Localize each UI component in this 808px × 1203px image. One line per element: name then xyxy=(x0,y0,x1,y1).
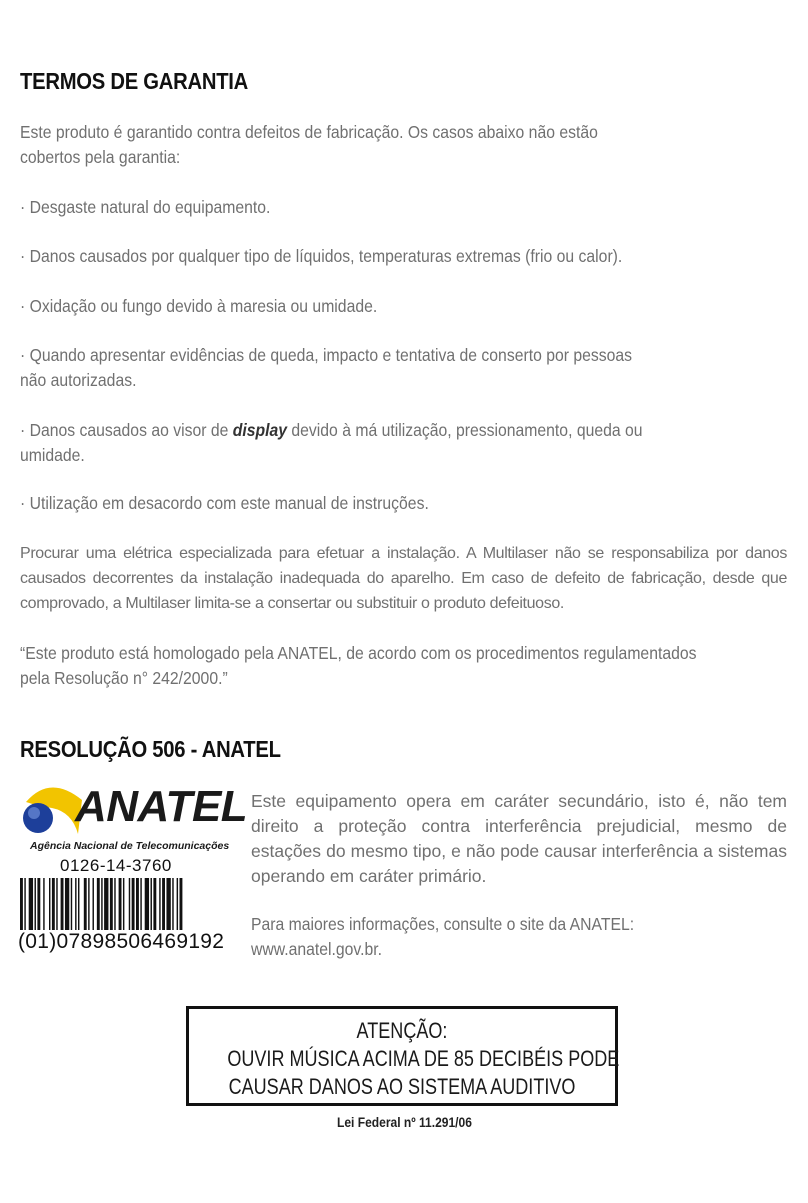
anatel-website: www.anatel.gov.br. xyxy=(251,939,383,959)
barcode-bar xyxy=(35,878,36,930)
barcode xyxy=(20,878,236,930)
barcode-bar xyxy=(61,878,64,930)
item-4-line-2: não autorizadas. xyxy=(20,370,137,390)
barcode-bar xyxy=(180,878,183,930)
anatel-info xyxy=(251,912,755,962)
barcode-bar xyxy=(123,878,124,930)
homologation-line-1: “Este produto está homologado pela ANATEL, de acordo com os procedimentos regulamentados xyxy=(20,643,697,663)
barcode-bar xyxy=(132,878,135,930)
barcode-bar xyxy=(159,878,160,930)
barcode-bar xyxy=(20,878,23,930)
federal-law-reference xyxy=(0,1114,808,1130)
barcode-bar xyxy=(140,878,141,930)
barcode-bar xyxy=(37,878,40,930)
anatel-logo xyxy=(20,782,248,862)
anatel-info-line-1: Para maiores informações, consulte o site da ANATEL: xyxy=(251,914,635,934)
barcode-bar xyxy=(29,878,33,930)
warranty-item-3: · Oxidação ou fungo devido à maresia ou umidade. xyxy=(20,296,378,316)
agency-name: Agência Nacional de Telecomunicações xyxy=(30,840,230,852)
warranty-intro xyxy=(20,120,668,170)
barcode-bar xyxy=(84,878,87,930)
barcode-bar xyxy=(136,878,139,930)
hearing-warning-box xyxy=(186,1006,618,1106)
barcode-bar xyxy=(145,878,149,930)
barcode-bar xyxy=(151,878,152,930)
barcode-bar xyxy=(75,878,76,930)
barcode-bar xyxy=(177,878,178,930)
item-5-line-1 xyxy=(20,418,686,443)
intro-line-2: cobertos pela garantia: xyxy=(20,147,181,167)
barcode-bar xyxy=(104,878,108,930)
warning-line-3: CAUSAR DANOS AO SISTEMA AUDITIVO xyxy=(228,1074,576,1099)
barcode-bar xyxy=(119,878,122,930)
anatel-section-title: RESOLUÇÃO 506 - ANATEL xyxy=(20,736,281,762)
warranty-item-5 xyxy=(20,418,686,468)
barcode-bar xyxy=(49,878,50,930)
warranty-item-1: · Desgaste natural do equipamento. xyxy=(20,197,271,217)
warning-line-2: OUVIR MÚSICA ACIMA DE 85 DECIBÉIS PODE xyxy=(227,1046,620,1071)
warranty-item-2: · Danos causados por qualquer tipo de líquidos, temperaturas extremas (frio ou calor). xyxy=(20,246,623,266)
installation-paragraph: Procurar uma elétrica especializada para efetuar a instalação. A Multilaser não se responsabiliza por danos causados decorrentes da instalação inadequada do aparelho. Em caso de defeito de fabricação, desde que comprovado, a Multilaser limita-se a consertar ou substituir o produto defeituoso. xyxy=(20,545,787,612)
barcode-bar xyxy=(101,878,102,930)
item-5-pre: · Danos causados ao visor de xyxy=(20,420,233,440)
anatel-notice: Este equipamento opera em caráter secundário, isto é, não tem direito a proteção contra interferência prejudicial, mesmo de estações do mesmo tipo, e não pode causar interferência a sistemas operando em caráter primário. xyxy=(251,791,787,886)
barcode-bar xyxy=(88,878,89,930)
barcode-bar xyxy=(162,878,165,930)
intro-line-1: Este produto é garantido contra defeitos de fabricação. Os casos abaixo não estão xyxy=(20,122,598,142)
barcode-bar xyxy=(78,878,79,930)
barcode-bar xyxy=(172,878,173,930)
federal-law-text: Lei Federal nº 11.291/06 xyxy=(336,1114,472,1130)
item-5-line-2: umidade. xyxy=(20,445,85,465)
warranty-title: TERMOS DE GARANTIA xyxy=(20,68,249,94)
barcode-number: (01)07898506469192 xyxy=(18,930,225,953)
barcode-bar xyxy=(43,878,44,930)
barcode-bar xyxy=(153,878,156,930)
anatel-logo-word: ANATEL xyxy=(75,782,248,831)
homologation-code: 0126-14-3760 xyxy=(60,856,172,875)
barcode-bar xyxy=(65,878,69,930)
barcode-bar xyxy=(129,878,130,930)
barcode-bar xyxy=(97,878,100,930)
barcode-bar xyxy=(56,878,57,930)
warning-heading: ATENÇÃO: xyxy=(356,1018,448,1043)
item-4-line-1: · Quando apresentar evidências de queda, impacto e tentativa de conserto por pessoas xyxy=(20,345,633,365)
warranty-item-4 xyxy=(20,343,686,393)
homologation-statement xyxy=(20,641,722,691)
barcode-bar xyxy=(71,878,72,930)
barcode-bar xyxy=(52,878,55,930)
display-emphasis: display xyxy=(232,420,288,440)
warranty-item-6: · Utilização em desacordo com este manual de instruções. xyxy=(20,493,429,513)
barcode-bar xyxy=(24,878,25,930)
barcode-bar xyxy=(114,878,115,930)
barcode-bar xyxy=(166,878,170,930)
barcode-bar xyxy=(93,878,94,930)
barcode-bar xyxy=(110,878,113,930)
homologation-line-2: pela Resolução n° 242/2000.” xyxy=(20,668,228,688)
item-5-post: devido à má utilização, pressionamento, queda ou xyxy=(287,420,643,440)
